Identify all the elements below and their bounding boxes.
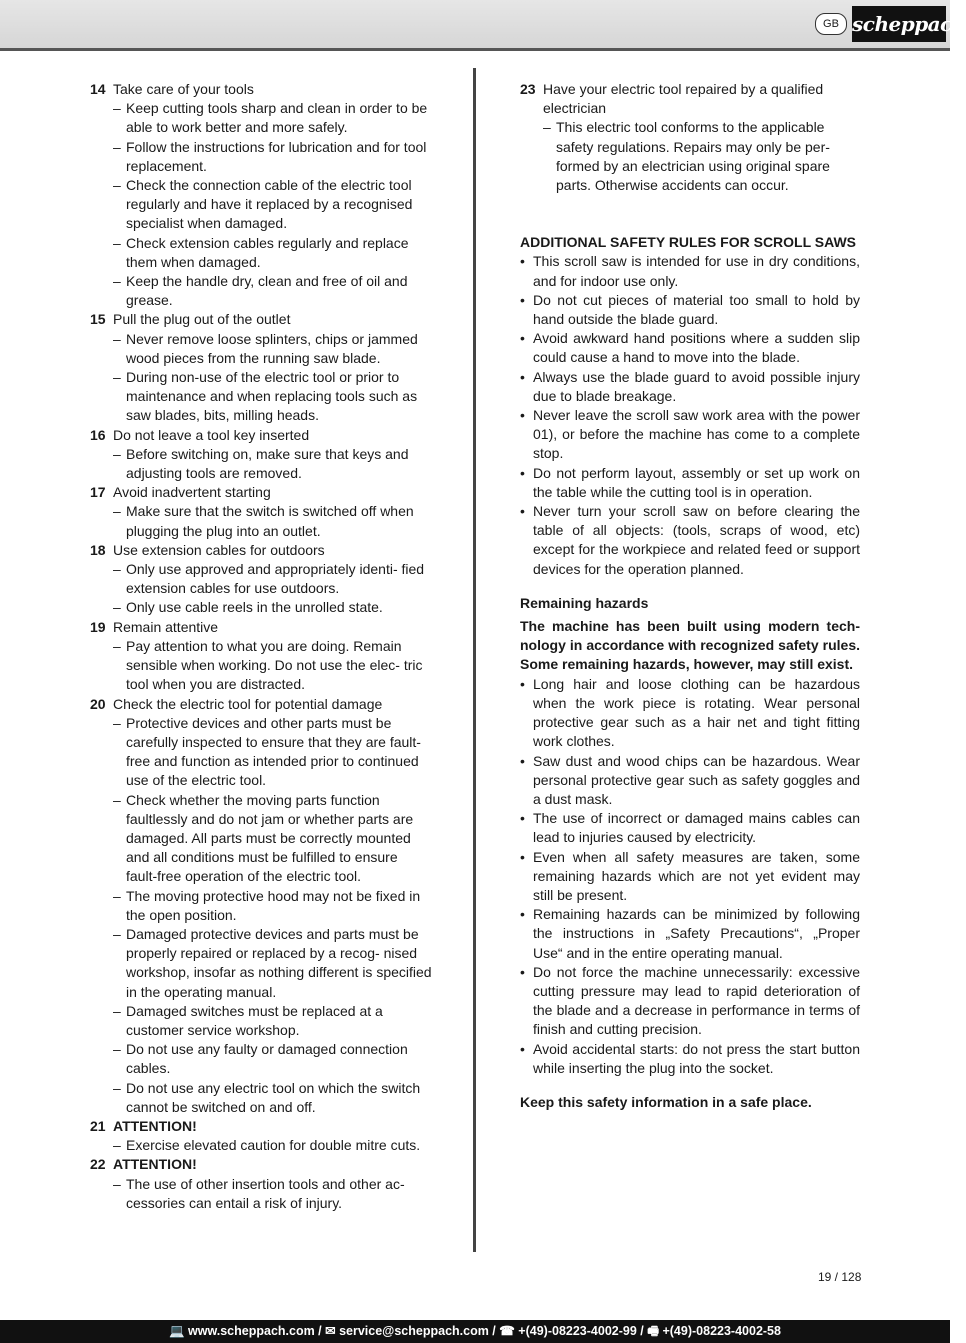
sub-item [113,138,432,176]
bullet-item: • Never turn your scroll saw on before clearing the table of all objects: (tools, scraps of wood, etc) except for the workpiece and related feed or support devices for the operation planned. [520,502,860,579]
left-column [90,80,432,1213]
sub-item-text: Only use approved and appropriately identi- fied extension cables for use outdoors. [126,561,425,597]
sub-item-text: Never remove loose splinters, chips or jammed wood pieces from the running saw blade. [126,330,418,366]
sub-item-text: Check the connection cable of the electric tool regularly and have it replaced by a recognised specialist when damaged. [126,177,413,232]
remaining-hazards-heading: Remaining hazards [520,594,649,611]
column-divider [473,68,476,1252]
sub-item [113,1002,432,1040]
bullet-item: • Even when all safety measures are taken, some remaining hazards which are not yet evident may still be present. [520,848,860,906]
dash-marker: – [113,1079,121,1096]
item-number: 20 [90,695,106,712]
bullet-item: • Long hair and loose clothing can be hazardous when the work piece is rotating. Wear personal protective gear such as a hair net and tight fitting work clothes. [520,675,860,752]
bullet-item: • Remaining hazards can be minimized by following the instructions in „Safety Precautions“, „Proper Use“ and in the entire operating manual. [520,905,860,963]
sub-item [113,272,432,310]
sub-item-text: Damaged protective devices and parts must be properly repaired or replaced by a recog- nised workshop, insofar as nothing different is specified in the operating manual. [126,925,432,1000]
sub-item [543,118,860,195]
sub-item-text: Keep cutting tools sharp and clean in order to be able to work better and more safely. [126,100,428,136]
left-item-list [90,80,432,1213]
item-number: 19 [90,618,106,635]
item-title: ATTENTION! [113,1156,197,1173]
closing-note: Keep this safety information in a safe place. [520,1093,812,1110]
sub-item-text: This electric tool conforms to the applicable safety regulations. Repairs may only be per- formed by an electrician using original spare parts. Otherwise accidents can occur. [556,119,830,194]
item-title: Use extension cables for outdoors [113,541,325,558]
dash-marker: – [113,273,121,290]
dash-marker: – [543,119,551,136]
item-number: 15 [90,311,106,328]
item-14 [90,80,432,310]
item-19 [90,618,432,695]
item-number: 23 [520,81,536,97]
item-22 [90,1155,432,1213]
sub-item [113,714,432,791]
bullet-item: • This scroll saw is intended for use in dry conditions, and for indoor use only. [520,252,860,290]
sub-item [113,791,432,887]
sub-item-text: Exercise elevated caution for double mitre cuts. [126,1137,421,1154]
dash-marker: – [113,330,121,347]
sub-item-text: Keep the handle dry, clean and free of oil and grease. [126,273,408,309]
item-title: Have your electric tool repaired by a qualified electrician [543,81,824,117]
dash-marker: – [113,234,121,251]
sub-item-text: The moving protective hood may not be fixed in the open position. [126,887,421,923]
sub-item-text: Only use cable reels in the unrolled state. [126,599,383,616]
item-15 [90,310,432,425]
hazards-intro: The machine has been built using modern tech- nology in accordance with recognized safety rules. Some remaining hazards, however, may still exist. [520,618,860,673]
page-header [0,0,966,51]
sub-item [113,925,432,1002]
sub-item [113,99,432,137]
sub-item-text: Before switching on, make sure that keys and adjusting tools are removed. [126,445,409,482]
item-title: Check the electric tool for potential damage [113,695,383,712]
dash-marker: – [113,1002,121,1019]
scroll-saw-heading: ADDITIONAL SAFETY RULES FOR SCROLL SAWS [520,234,857,251]
item-21 [90,1117,432,1155]
item-20 [90,695,432,1117]
bullet-item: • Never leave the scroll saw work area with the power 01), or before the machine has come to a complete stop. [520,406,860,464]
dash-marker: – [113,445,121,462]
dash-marker: – [113,1041,121,1058]
page-number: 19 / 128 [818,1270,862,1284]
dash-marker: – [113,561,121,578]
item-title: Pull the plug out of the outlet [113,311,291,328]
item-number: 21 [90,1117,106,1134]
dash-marker: – [113,100,121,117]
item-16 [90,426,432,484]
bullet-item: • Do not cut pieces of material too small to hold by hand outside the blade guard. [520,291,860,329]
sub-item-text: Damaged switches must be replaced at a customer service workshop. [126,1002,383,1038]
sub-item [113,502,432,540]
sub-item [113,1040,432,1078]
bullet-item: • Always use the blade guard to avoid possible injury due to blade breakage. [520,368,860,406]
item-title: ATTENTION! [113,1117,197,1134]
scroll-saw-rules-list [520,252,860,578]
sub-item-text: Do not use any faulty or damaged connection cables. [126,1041,408,1077]
dash-marker: – [113,637,121,654]
item-number: 14 [90,81,106,97]
item-number: 18 [90,541,106,558]
sub-item [113,887,432,925]
sub-item [113,1175,432,1213]
sub-item [113,176,432,234]
dash-marker: – [113,1175,121,1192]
dash-marker: – [113,887,121,904]
sub-item [113,598,432,617]
sub-item [113,1079,432,1117]
dash-marker: – [113,369,121,386]
sub-item-text: Pay attention to what you are doing. Remain sensible when working. Do not use the elec- tric tool when you are distracted. [126,637,423,693]
sub-item-text: Check extension cables regularly and replace them when damaged. [126,234,409,270]
remaining-hazards-list [520,675,860,1078]
sub-item-text: Follow the instructions for lubrication and for tool replacement. [126,138,427,174]
dash-marker: – [113,177,121,194]
bullet-item: • Avoid accidental starts: do not press the start button while inserting the plug into the socket. [520,1040,860,1078]
footer-contact-bar: 💻 www.scheppach.com / ✉ service@scheppach.com / ☎ +(49)-08223-4002-99 / 🖷 +(49)-08223-4002-58 [0,1320,950,1343]
dash-marker: – [113,503,121,520]
item-title: Do not leave a tool key inserted [113,426,310,443]
item-number: 17 [90,484,106,501]
sub-item-text: Do not use any electric tool on which the switch cannot be switched on and off. [126,1079,421,1115]
bullet-item: • The use of incorrect or damaged mains cables can lead to injuries caused by electricity. [520,809,860,847]
bullet-item: • Do not perform layout, assembly or set up work on the table while the cutting tool is in operation. [520,464,860,502]
item-17 [90,483,432,541]
item-23 [520,80,860,195]
sub-item [113,330,432,368]
dash-marker: – [113,791,121,808]
dash-marker: – [113,925,121,942]
right-column [520,80,860,1112]
bullet-item: • Avoid awkward hand positions where a sudden slip could cause a hand to move into the blade. [520,329,860,367]
sub-item-text: Check whether the moving parts function faultlessly and do not jam or whether parts are damaged. All parts must be correctly mounted and all conditions must be fulfilled to ensure fault-free operation of the electric tool. [126,791,414,885]
item-title: Remain attentive [113,618,219,635]
bullet-item: • Saw dust and wood chips can be hazardous. Wear personal protective gear such as safety goggles and a dust mask. [520,752,860,810]
sub-item-text: The use of other insertion tools and other ac- cessories can entail a risk of injury. [126,1175,405,1211]
dash-marker: – [113,599,121,616]
sub-item [113,445,432,483]
scheppach-logo: scheppach [852,6,946,42]
sub-item [113,1136,432,1155]
item-number: 16 [90,426,106,443]
dash-marker: – [113,1137,121,1154]
bullet-item: • Do not force the machine unnecessarily: excessive cutting pressure may lead to rapid deterioration of the blade and a decrease in performance in terms of finish and cutting precision. [520,963,860,1040]
sub-item-text: Make sure that the switch is switched off when plugging the plug into an outlet. [126,503,414,539]
sub-item [113,368,432,426]
sub-item [113,637,432,695]
sub-item [113,560,432,598]
item-18 [90,541,432,618]
item-title: Take care of your tools [113,81,254,97]
dash-marker: – [113,138,121,155]
sub-item [113,234,432,272]
language-badge: GB [815,13,847,35]
sub-item-text: During non-use of the electric tool or prior to maintenance and when replacing tools such as saw blades, bits, milling heads. [126,369,418,424]
item-title: Avoid inadvertent starting [113,484,271,501]
sub-item-text: Protective devices and other parts must be carefully inspected to ensure that they are fault-free and function as intended prior to continued use of the electric tool. [126,714,421,789]
item-number: 22 [90,1156,106,1173]
dash-marker: – [113,714,121,731]
